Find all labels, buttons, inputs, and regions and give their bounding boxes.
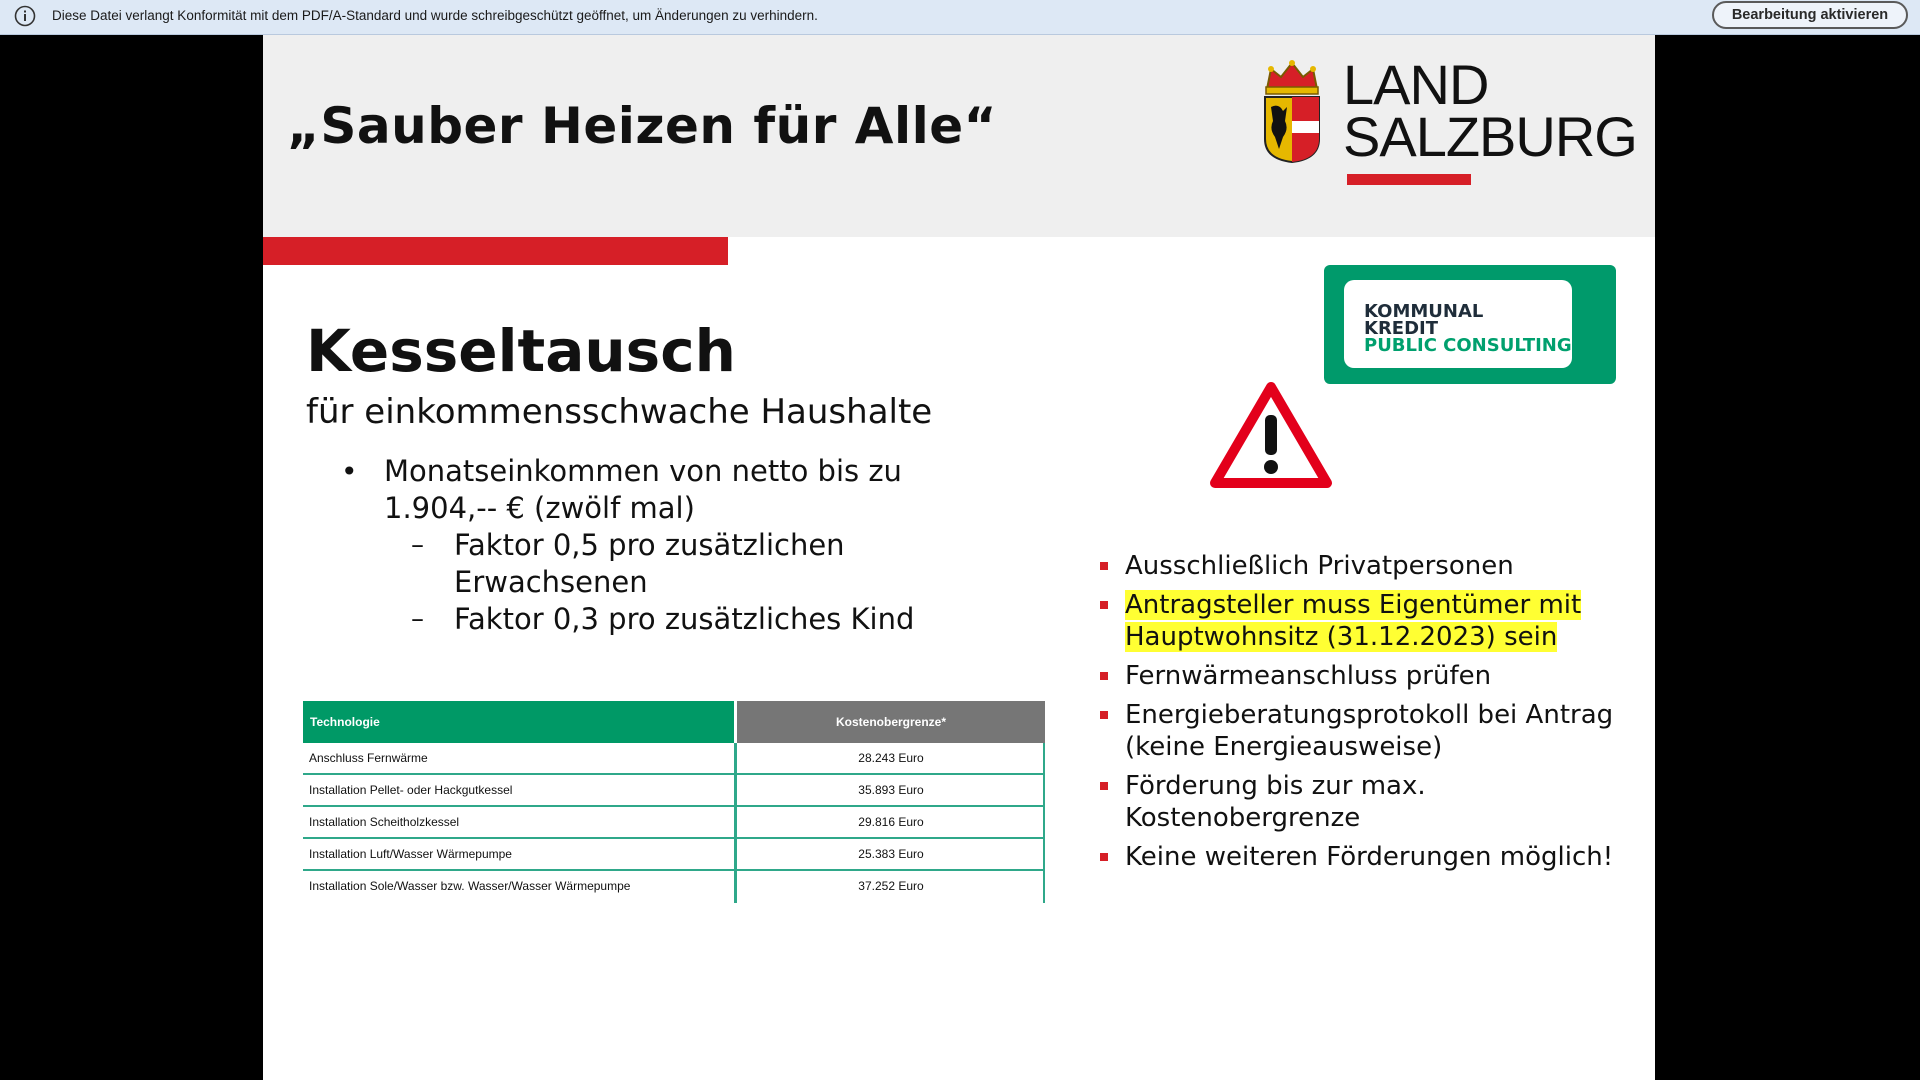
- sub-bullet-dash: –: [411, 604, 424, 634]
- list-item: [1097, 841, 1617, 873]
- sub-bullet-1-line1: Faktor 0,5 pro zusätzlichen: [454, 528, 845, 562]
- table-cell-cost: 28.243 Euro: [858, 751, 924, 765]
- bullet-dot: •: [341, 455, 358, 488]
- sub-bullet-2-line1: Faktor 0,3 pro zusätzliches Kind: [454, 602, 915, 636]
- list-item-highlighted: [1097, 589, 1617, 653]
- logo-line1: LAND: [1343, 53, 1489, 116]
- kommunalkredit-logo: [1324, 265, 1616, 384]
- income-bullet-line2: 1.904,-- € (zwölf mal): [384, 491, 695, 525]
- table-row: [303, 839, 1045, 871]
- list-item: [1097, 550, 1617, 582]
- list-item-text: Fernwärmeanschluss prüfen: [1125, 661, 1492, 691]
- table-cell-technology: Installation Sole/Wasser bzw. Wasser/Wasser Wärmepumpe: [309, 879, 631, 893]
- list-item-text: Keine weiteren Förderungen möglich!: [1125, 842, 1614, 872]
- info-icon: [14, 5, 36, 27]
- kpc-logo-panel: [1344, 280, 1572, 368]
- table-row: [303, 743, 1045, 775]
- table-row: [303, 807, 1045, 839]
- red-square-bullet: [1100, 562, 1108, 570]
- slide: [263, 35, 1655, 1080]
- table-cell-technology: Installation Scheitholzkessel: [309, 815, 460, 829]
- land-salzburg-logo: [1343, 53, 1637, 168]
- table-row: [303, 871, 1045, 903]
- pdfa-notification-bar: [0, 0, 1920, 35]
- kpc-line1: KOMMUNAL: [1364, 301, 1484, 322]
- table-column-divider: [734, 743, 737, 903]
- list-item: [1097, 660, 1617, 692]
- table-cell-technology: Installation Pellet- oder Hackgutkessel: [309, 783, 513, 797]
- red-accent-bar: [263, 237, 728, 265]
- table-header-technology: Technologie: [303, 701, 734, 743]
- enable-editing-button[interactable]: Bearbeitung aktivieren: [1712, 1, 1908, 29]
- slide-title: „Sauber Heizen für Alle“: [287, 97, 998, 155]
- requirements-list: [1097, 550, 1617, 880]
- kpc-line2: KREDIT: [1364, 318, 1439, 339]
- red-square-bullet: [1100, 601, 1108, 609]
- table-right-border: [1043, 743, 1045, 903]
- list-item-text: Energieberatungsprotokoll bei Antrag: [1125, 700, 1614, 730]
- income-bullet-line1: Monatseinkommen von netto bis zu: [384, 454, 902, 488]
- list-item-text: Ausschließlich Privatpersonen: [1125, 551, 1514, 581]
- list-item-text: Antragsteller muss Eigentümer mit: [1125, 590, 1582, 620]
- section-subheading: für einkommensschwache Haushalte: [306, 392, 933, 432]
- table-cell-cost: 35.893 Euro: [858, 783, 924, 797]
- kpc-line3: PUBLIC CONSULTING: [1364, 335, 1572, 356]
- table-cell-cost: 29.816 Euro: [858, 815, 924, 829]
- red-square-bullet: [1100, 782, 1108, 790]
- list-item: [1097, 699, 1617, 763]
- list-item: [1097, 770, 1617, 834]
- list-item-text: Hauptwohnsitz (31.12.2023) sein: [1125, 622, 1558, 652]
- table-cell-cost: 25.383 Euro: [858, 847, 924, 861]
- list-item-text: (keine Energieausweise): [1125, 732, 1443, 762]
- table-header-cost: Kostenobergrenze*: [737, 701, 1045, 743]
- sub-bullet-1-line2: Erwachsenen: [454, 565, 648, 599]
- red-square-bullet: [1100, 672, 1108, 680]
- table-cell-technology: Installation Luft/Wasser Wärmepumpe: [309, 847, 512, 861]
- logo-underline: [1347, 174, 1471, 185]
- notification-message: Diese Datei verlangt Konformität mit dem PDF/A-Standard und wurde schreibgeschützt geöffnet, um Änderungen zu verhindern.: [52, 8, 818, 23]
- sub-bullet-dash: –: [411, 530, 424, 560]
- table-cell-cost: 37.252 Euro: [858, 879, 924, 893]
- table-cell-technology: Anschluss Fernwärme: [309, 751, 428, 765]
- warning-icon: [1209, 381, 1333, 489]
- red-square-bullet: [1100, 853, 1108, 861]
- section-heading: Kesseltausch: [306, 317, 736, 385]
- table-row: [303, 775, 1045, 807]
- red-square-bullet: [1100, 711, 1108, 719]
- list-item-text: Förderung bis zur max.: [1125, 771, 1426, 801]
- list-item-text: Kostenobergrenze: [1125, 803, 1361, 833]
- salzburg-crest-icon: [1261, 59, 1323, 163]
- logo-line2: SALZBURG: [1343, 105, 1637, 168]
